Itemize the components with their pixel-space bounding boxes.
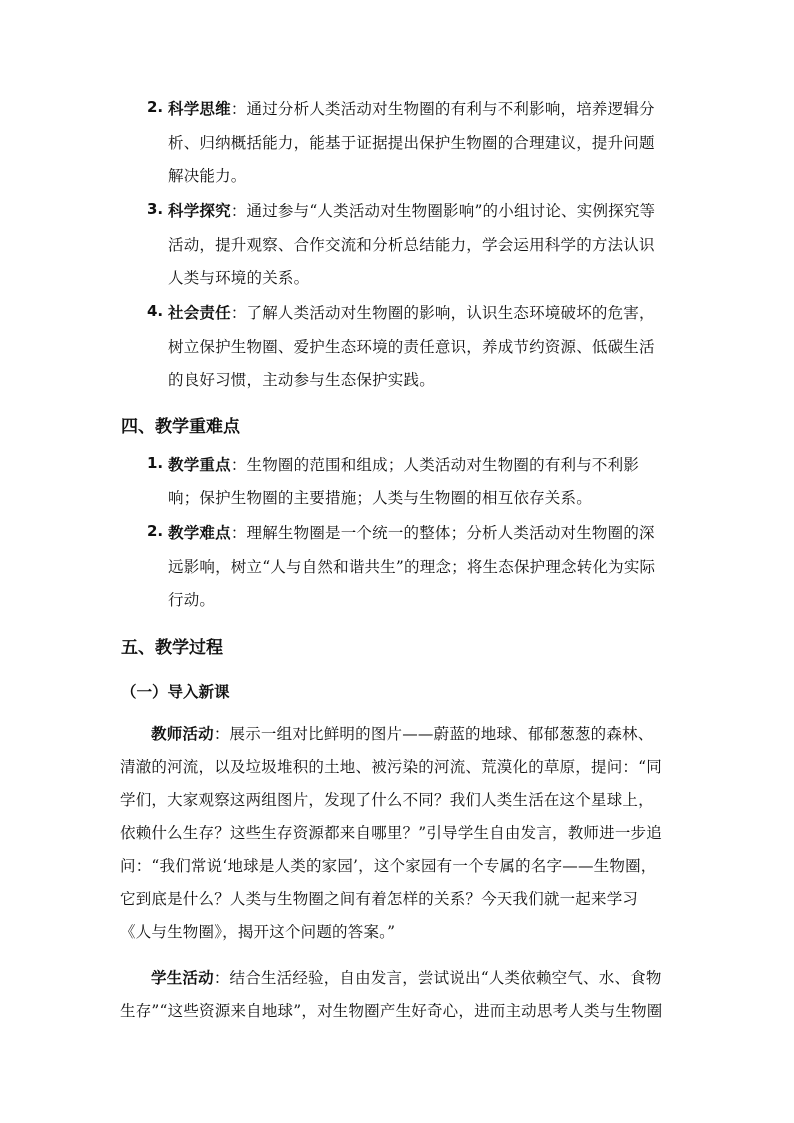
list-item-text: ：通过分析人类活动对生物圈的有利与不利影响，培养逻辑分 xyxy=(230,100,655,118)
paragraph-line xyxy=(151,722,653,744)
list-number: 2. xyxy=(147,522,164,540)
subsection-heading: （一）导入新课 xyxy=(121,683,230,701)
list-item-line: 析、归纳概括能力，能基于证据提出保护生物圈的合理建议，提升问题 xyxy=(168,134,655,152)
paragraph-line: 清澈的河流，以及垃圾堆积的土地、被污染的河流、荒漠化的草原，提问：“同 xyxy=(120,758,662,776)
paragraph-line: 生存”“这些资源来自地球”，对生物圈产生好奇心，进而主动思考人类与生物圈 xyxy=(120,1002,663,1020)
list-number: 1. xyxy=(147,454,164,472)
list-item-line xyxy=(168,521,655,543)
list-item-text: ：生物圈的范围和组成；人类活动对生物圈的有利与不利影 xyxy=(230,456,640,474)
list-item-line: 的良好习惯，主动参与生态保护实践。 xyxy=(168,371,435,389)
list-item-line xyxy=(168,97,655,119)
list-item-text: ：理解生物圈是一个统一的整体；分析人类活动对生物圈的深 xyxy=(230,524,655,542)
list-item-text: ：了解人类活动对生物圈的影响，认识生态环境破坏的危害， xyxy=(230,304,655,322)
list-item-line: 远影响，树立“人与自然和谐共生”的理念；将生态保护理念转化为实际 xyxy=(168,558,656,576)
paragraph-line: 《人与生物圈》，揭开这个问题的答案。” xyxy=(120,923,396,941)
list-item-text: ：通过参与“人类活动对生物圈影响”的小组讨论、实例探究等 xyxy=(230,202,656,220)
paragraph-line: 依赖什么生存？这些生存资源都来自哪里？”引导学生自由发言，教师进一步追 xyxy=(120,824,662,842)
paragraph-text: ：展示一组对比鲜明的图片——蔚蓝的地球、郁郁葱葱的森林、 xyxy=(213,725,654,743)
list-number: 4. xyxy=(147,302,164,320)
list-item-term: 科学思维 xyxy=(168,100,231,118)
section-heading: 四、教学重难点 xyxy=(121,417,240,437)
paragraph-text: ：结合生活经验，自由发言，尝试说出“人类依赖空气、水、食物 xyxy=(213,969,662,987)
list-item-line: 人类与环境的关系。 xyxy=(168,269,310,287)
paragraph-line: 学们，大家观察这两组图片，发现了什么不同？我们人类生活在这个星球上， xyxy=(120,791,654,809)
list-item-term: 科学探究 xyxy=(168,202,231,220)
list-item-line: 活动，提升观察、合作交流和分析总结能力，学会运用科学的方法认识 xyxy=(168,236,655,254)
paragraph-line: 问：“我们常说‘地球是人类的家园’，这个家园有一个专属的名字——生物圈， xyxy=(120,857,657,875)
section-heading: 五、教学过程 xyxy=(121,638,223,658)
list-item-line: 响；保护生物圈的主要措施；人类与生物圈的相互依存关系。 xyxy=(168,489,592,507)
paragraph-term: 教师活动 xyxy=(151,725,214,743)
paragraph-line xyxy=(151,966,662,988)
list-item-line: 解决能力。 xyxy=(168,167,247,185)
paragraph-term: 学生活动 xyxy=(151,969,214,987)
list-number: 3. xyxy=(147,200,164,218)
list-item-term: 社会责任 xyxy=(168,304,231,322)
list-item-line: 树立保护生物圈、爱护生态环境的责任意识，养成节约资源、低碳生活 xyxy=(168,338,655,356)
list-number: 2. xyxy=(147,98,164,116)
list-item-line xyxy=(168,301,655,323)
list-item-line xyxy=(168,199,655,221)
list-item-term: 教学难点 xyxy=(168,524,231,542)
list-item-term: 教学重点 xyxy=(168,456,231,474)
paragraph-line: 它到底是什么？人类与生物圈之间有着怎样的关系？今天我们就一起来学习 xyxy=(120,890,639,908)
list-item-line xyxy=(168,453,639,475)
list-item-line: 行动。 xyxy=(168,591,216,609)
